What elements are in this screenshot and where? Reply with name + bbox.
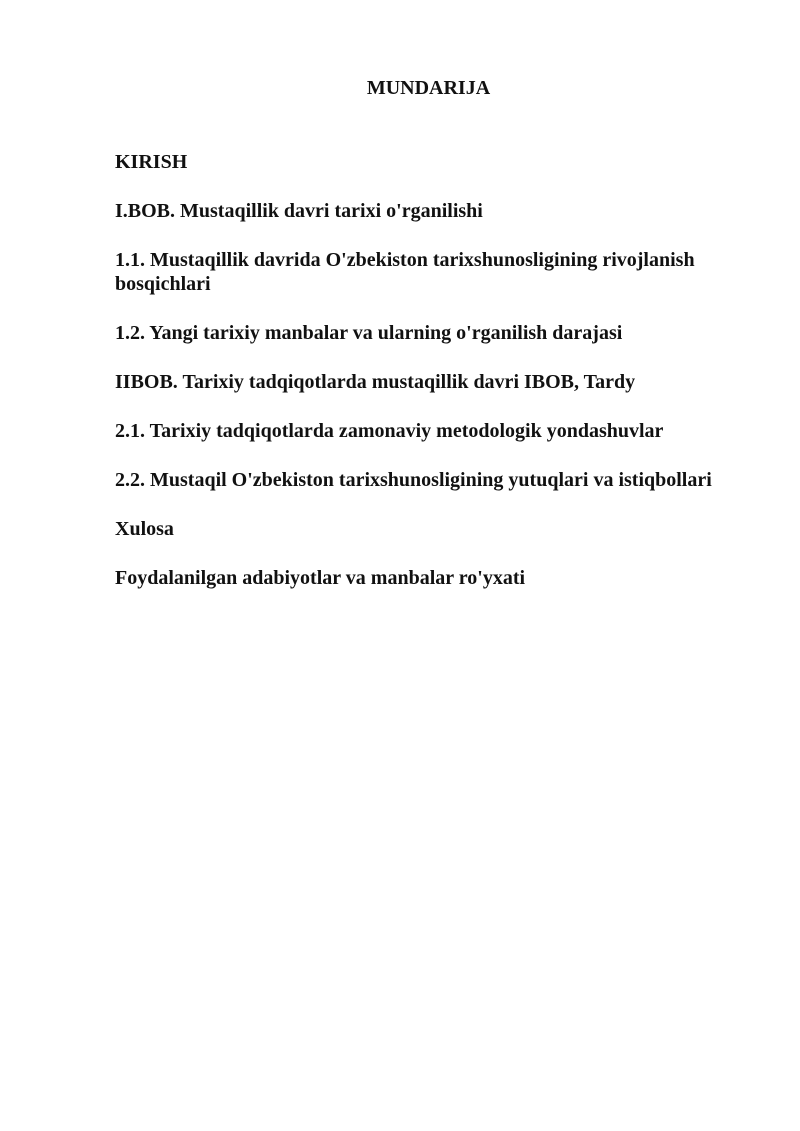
toc-entry-section-1-2: 1.2. Yangi tarixiy manbalar va ularning o'rganilish darajasi	[115, 322, 623, 344]
toc-entry-references: Foydalanilgan adabiyotlar va manbalar ro'yxati	[115, 567, 526, 589]
toc-entry-chapter-1: I.BOB. Mustaqillik davri tarixi o'rganilishi	[115, 200, 483, 222]
toc-entry-section-1-1: 1.1. Mustaqillik davrida O'zbekiston tarixshunosligining rivojlanish bosqichlari	[115, 249, 695, 295]
toc-entry-conclusion: Xulosa	[115, 518, 174, 540]
page-title: MUNDARIJA	[366, 77, 491, 99]
table-of-contents	[115, 150, 755, 615]
toc-entry-section-2-2: 2.2. Mustaqil O'zbekiston tarixshunosligining yutuqlari va istiqbollari	[115, 469, 712, 491]
toc-entry-chapter-2: IIBOB. Tarixiy tadqiqotlarda mustaqillik davri IBOB, Tardy	[115, 371, 636, 393]
toc-entry-section-2-1: 2.1. Tarixiy tadqiqotlarda zamonaviy metodologik yondashuvlar	[115, 420, 664, 442]
toc-entry-introduction: KIRISH	[115, 151, 188, 173]
